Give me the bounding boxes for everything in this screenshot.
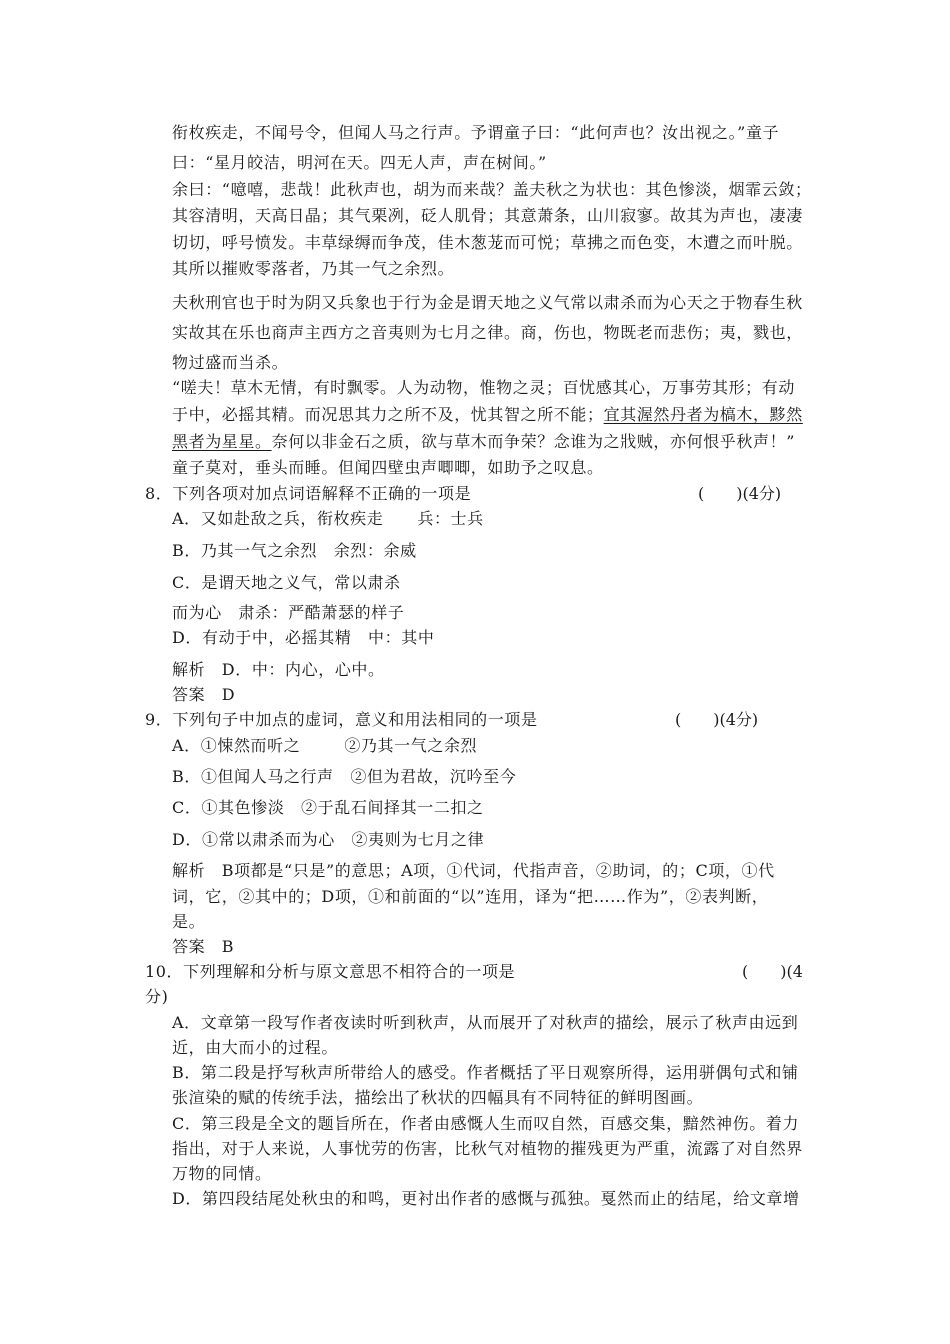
option-a	[172, 736, 477, 756]
passage-line: 衔枚疾走，不闻号令，但闻人马之行声。予谓童子曰：“此何声也？汝出视之。”童子	[172, 123, 780, 142]
option-a	[172, 509, 484, 529]
option-b: B．乃其一气之余烈 余烈：余威	[172, 541, 417, 560]
option-c-line: 指出，对于人来说，人事忧劳的伤害，比秋气对植物的摧残更为严重，流露了对自然界	[172, 1139, 803, 1158]
passage-line: 童子莫对，垂头而睡。但闻四壁虫声唧唧，如助予之叹息。	[172, 458, 604, 477]
answer-blank: ( )(4	[742, 962, 803, 981]
passage-line	[172, 405, 803, 425]
passage-line: 余曰：“噫嘻，悲哉！此秋声也，胡为而来哉？盖夫秋之为状也：其色惨淡，烟霏云敛；	[172, 180, 812, 199]
question-stem: 8．下列各项对加点词语解释不正确的一项是	[145, 484, 472, 503]
question-stem: 9．下列句子中加点的虚词，意义和用法相同的一项是	[145, 710, 538, 729]
option-note: 兵：士兵	[417, 509, 484, 528]
answer: 答案 D	[172, 685, 236, 704]
option-d-line: D．第四段结尾处秋虫的和鸣，更衬出作者的感慨与孤独。戛然而止的结尾，给文章增	[172, 1189, 800, 1208]
underlined-sentence: 黑者为星星。	[172, 432, 272, 451]
passage-text: 奈何以非金石之质，欲与草木而争荣？念谁为之戕贼，亦何恨乎秋声！”	[271, 432, 795, 451]
analysis-line: 解析 B项都是“只是”的意思；A项，①代词，代指声音，②助词，的；C项，①代	[172, 861, 775, 880]
passage-line	[172, 432, 795, 452]
passage-line: 夫秋刑官也于时为阴又兵象也于行为金是谓天地之义气常以肃杀而为心天之于物春生秋	[172, 293, 803, 312]
option-a-line: 近，由大而小的过程。	[172, 1038, 339, 1057]
option-d: D．有动于中，必摇其精 中：其中	[172, 628, 435, 647]
passage-text: 于中，必摇其精。而况思其力之所不及，忧其智之所不能；	[172, 405, 604, 424]
option-b: B．①但闻人马之行声 ②但为君故，沉吟至今	[172, 767, 517, 786]
option-b-line: 张渲染的赋的传统手法，描绘出了秋状的四幅具有不同特征的鲜明图画。	[172, 1088, 704, 1107]
option-c-continued: 而为心 肃杀：严酷萧瑟的样子	[172, 603, 405, 622]
option-a-line: A．文章第一段写作者夜读时听到秋声，从而展开了对秋声的描绘，展示了秋声由远到	[172, 1013, 799, 1032]
passage-line: 物过盛而当杀。	[172, 353, 289, 372]
passage-line: “嗟夫！草木无情，有时飘零。人为动物，惟物之灵；百忧感其心，万事劳其形；有动	[172, 378, 795, 397]
answer-blank: ( )(4分)	[698, 484, 782, 503]
option-d: D．①常以肃杀而为心 ②夷则为七月之律	[172, 830, 485, 849]
passage-line: 实故其在乐也商声主西方之音夷则为七月之律。商，伤也，物既老而悲伤；夷，戮也，	[172, 323, 803, 342]
option-c: C．①其色惨淡 ②于乱石间择其一二扣之	[172, 798, 484, 817]
passage-line: 其容清明，天高日晶；其气栗冽，砭人肌骨；其意萧条，山川寂寥。故其为声也，凄凄	[172, 206, 803, 225]
answer: 答案 B	[172, 937, 235, 956]
question-stem-continued: 分)	[145, 987, 169, 1006]
option-c-line: 万物的同情。	[172, 1164, 272, 1183]
analysis-line: 词，它，②其中的；D项，①和前面的“以”连用，译为“把……作为”，②表判断，	[172, 887, 769, 906]
passage-line: 切切，呼号愤发。丰草绿缛而争茂，佳木葱茏而可悦；草拂之而色变，木遭之而叶脱。	[172, 233, 803, 252]
option-part: ②乃其一气之余烈	[344, 736, 478, 755]
option-b-line: B．第二段是抒写秋声所带给人的感受。作者概括了平日观察所得，运用骈偶句式和铺	[172, 1063, 799, 1082]
passage-line: 其所以摧败零落者，乃其一气之余烈。	[172, 259, 455, 278]
passage-line: 曰：“星月皎洁，明河在天。四无人声，声在树间。”	[172, 153, 547, 172]
analysis-line: 是。	[172, 912, 206, 931]
underlined-sentence: 宜其渥然丹者为槁木，黟然	[603, 405, 803, 424]
option-part: A．①悚然而听之	[172, 736, 301, 755]
option-c-line: C．第三段是全文的题旨所在，作者由感慨人生而叹自然，百感交集，黯然神伤。着力	[172, 1114, 800, 1133]
analysis: 解析 D．中：内心，心中。	[172, 660, 385, 679]
answer-blank: ( )(4分)	[675, 710, 759, 729]
option-text: A．又如赴敌之兵，衔枚疾走	[172, 509, 384, 528]
question-stem: 10．下列理解和分析与原文意思不相符合的一项是	[145, 962, 516, 981]
option-c: C．是谓天地之义气，常以肃杀	[172, 573, 401, 592]
